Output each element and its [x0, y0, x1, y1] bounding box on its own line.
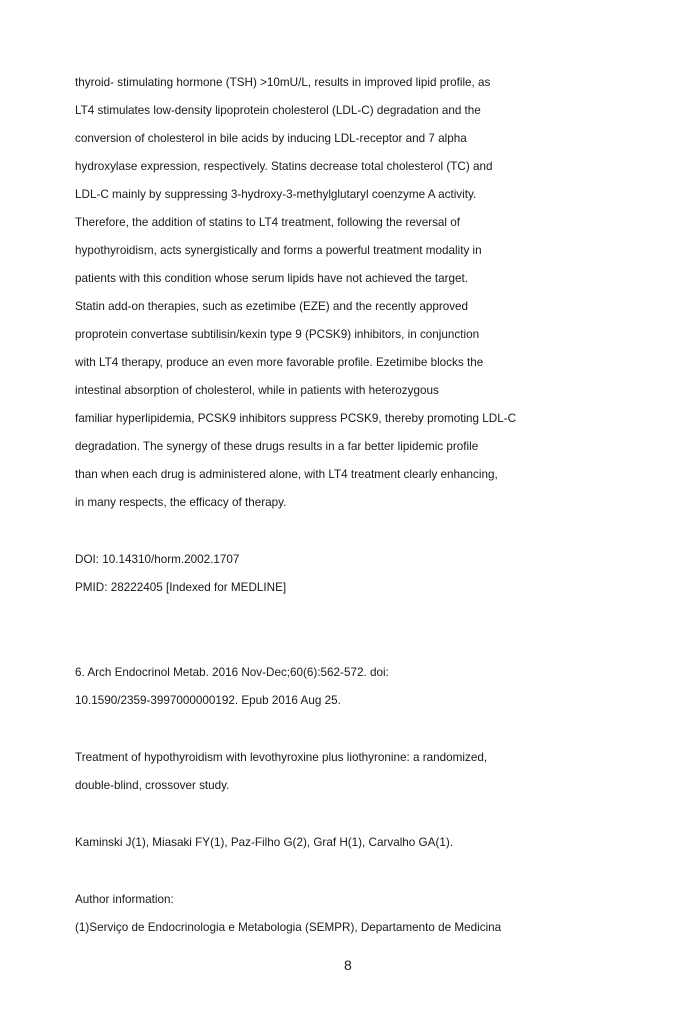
- abstract-line: LT4 stimulates low-density lipoprotein cholesterol (LDL-C) degradation and the: [75, 104, 481, 117]
- abstract-line: LDL-C mainly by suppressing 3-hydroxy-3-methylglutaryl coenzyme A activity.: [75, 188, 477, 201]
- abstract-line: Therefore, the addition of statins to LT4 treatment, following the reversal of: [75, 216, 461, 229]
- abstract-line: intestinal absorption of cholesterol, while in patients with heterozygous: [75, 384, 439, 397]
- authors-line: Kaminski J(1), Miasaki FY(1), Paz-Filho G(2), Graf H(1), Carvalho GA(1).: [75, 836, 453, 849]
- abstract-line: with LT4 therapy, produce an even more favorable profile. Ezetimibe blocks the: [75, 356, 484, 369]
- abstract-line: hypothyroidism, acts synergistically and forms a powerful treatment modality in: [75, 244, 482, 257]
- abstract-line: hydroxylase expression, respectively. Statins decrease total cholesterol (TC) and: [75, 160, 493, 173]
- abstract-line: proprotein convertase subtilisin/kexin type 9 (PCSK9) inhibitors, in conjunction: [75, 328, 480, 341]
- author-info-heading: Author information:: [75, 893, 174, 906]
- doi-line: DOI: 10.14310/horm.2002.1707: [75, 553, 240, 566]
- article-title-line: Treatment of hypothyroidism with levothyroxine plus liothyronine: a randomized,: [75, 751, 488, 764]
- page-number: 8: [344, 957, 352, 973]
- abstract-line: patients with this condition whose serum lipids have not achieved the target.: [75, 272, 469, 285]
- affiliation-line: (1)Serviço de Endocrinologia e Metabologia (SEMPR), Departamento de Medicina: [75, 921, 502, 934]
- abstract-line: familiar hyperlipidemia, PCSK9 inhibitors suppress PCSK9, thereby promoting LDL-C: [75, 412, 517, 425]
- article-title-line: double-blind, crossover study.: [75, 779, 230, 792]
- abstract-line: degradation. The synergy of these drugs results in a far better lipidemic profile: [75, 440, 479, 453]
- abstract-line: in many respects, the efficacy of therapy.: [75, 496, 287, 509]
- abstract-line: than when each drug is administered alone, with LT4 treatment clearly enhancing,: [75, 468, 498, 481]
- citation-line: 6. Arch Endocrinol Metab. 2016 Nov-Dec;60(6):562-572. doi:: [75, 666, 389, 679]
- pmid-line: PMID: 28222405 [Indexed for MEDLINE]: [75, 581, 287, 594]
- abstract-line: Statin add-on therapies, such as ezetimibe (EZE) and the recently approved: [75, 300, 469, 313]
- abstract-line: conversion of cholesterol in bile acids by inducing LDL-receptor and 7 alpha: [75, 132, 467, 145]
- citation-line: 10.1590/2359-3997000000192. Epub 2016 Aug 25.: [75, 694, 341, 707]
- abstract-line: thyroid- stimulating hormone (TSH) >10mU/L, results in improved lipid profile, as: [75, 76, 491, 89]
